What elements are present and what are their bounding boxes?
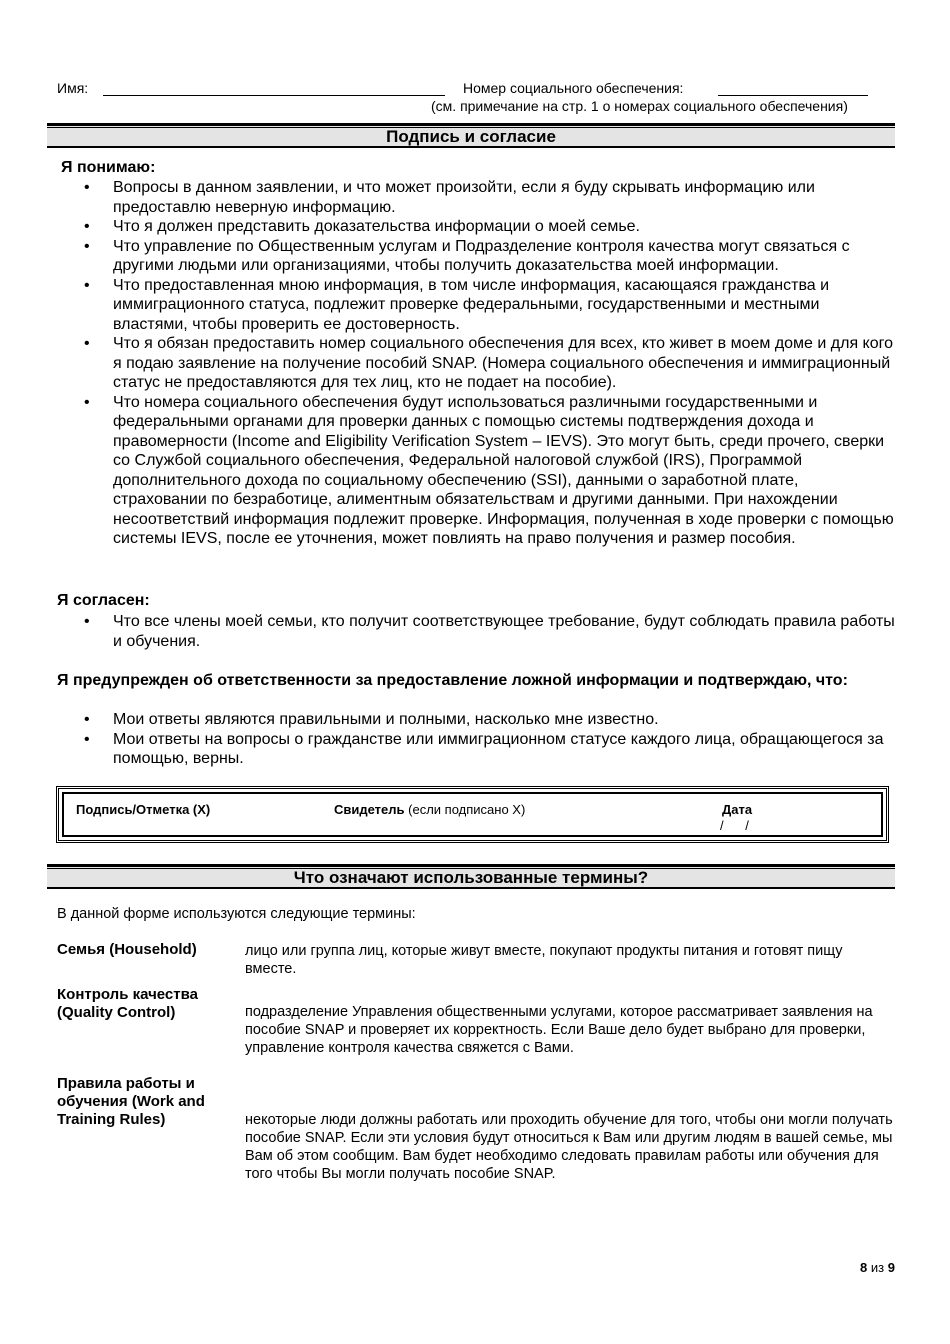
- list-item: • Что управление по Общественным услугам и Подразделение контроля качества могут связаться с другими людьми или организациями, чтобы получить доказательства моей информации.: [55, 237, 895, 276]
- section-header-signature: Подпись и согласие: [47, 123, 895, 148]
- date-field[interactable]: / /: [720, 818, 749, 833]
- list-item: • Мои ответы на вопросы о гражданстве или иммиграционном статусе каждого лица, обращающегося за помощью, верны.: [55, 730, 895, 769]
- name-field[interactable]: [103, 95, 445, 96]
- date-label: Дата: [722, 802, 753, 817]
- agree-list: [55, 612, 895, 651]
- witness-field[interactable]: [334, 802, 525, 817]
- list-item: • Вопросы в данном заявлении, и что может произойти, если я буду скрывать информацию или предоставлю неверную информацию.: [55, 178, 895, 217]
- term-household: Семья (Household): [57, 941, 197, 958]
- warned-heading: Я предупрежден об ответственности за предоставление ложной информации и подтверждаю, что:: [57, 672, 848, 689]
- witness-label: Свидетель: [334, 802, 405, 817]
- ssn-field[interactable]: [718, 95, 868, 96]
- list-item: • Что я обязан предоставить номер социального обеспечения для всех, кто живет в моем доме и для кого я подаю заявление на получение пособий SNAP. (Номера социального обеспечения и иммиграционный статус не предоставляются для тех лиц, кто не подает на пособие).: [55, 334, 895, 393]
- list-item: • Что все члены моей семьи, кто получит соответствующее требование, будут соблюдать правила работы и обучения.: [55, 612, 895, 651]
- list-item: • Мои ответы являются правильными и полными, насколько мне известно.: [55, 710, 895, 730]
- understand-heading: Я понимаю:: [61, 159, 156, 176]
- definition-household: лицо или группа лиц, которые живут вместе, покупают продукты питания и готовят пищу вместе.: [245, 943, 843, 977]
- term-quality-control: Контроль качества (Quality Control): [57, 986, 198, 1021]
- list-item: • Что я должен представить доказательства информации о моей семье.: [55, 217, 895, 237]
- page-number: [860, 1260, 895, 1275]
- page-of: из: [870, 1260, 885, 1275]
- section-header-terms: Что означают использованные термины?: [47, 864, 895, 889]
- definition-quality-control: подразделение Управления общественными услугами, которое рассматривает заявления на пособие SNAP и проверяет их корректность. Если Ваше дело будет выбрано для проверки, управление контроля качества свяжется с Вами.: [245, 1004, 873, 1056]
- understand-list: [55, 178, 895, 549]
- signature-box: [56, 786, 889, 843]
- list-item: • Что предоставленная мною информация, в том числе информация, касающаяся гражданства и иммиграционного статуса, подлежит проверке федеральными, государственными и местными властями, чтобы проверить ее достоверность.: [55, 276, 895, 335]
- list-item: • Что номера социального обеспечения будут использоваться различными государственными и федеральными органами для проверки данных с помощью системы подтверждения дохода и правомерности (Income and Eligibility Verification System – IEVS). Это могут быть, среди прочего, сверки со Службой социального обеспечения, Федеральной налоговой службой (IRS), Программой дополнительного дохода по социальному обеспечению (SSI), данными о заработной плате, страховании по безработице, алиментным обязательствам и другими данными. При нахождении несоответствий информация подлежит проверке. Информация, полученная в ходе проверки с помощью системы IEVS, после ее уточнения, может повлиять на право получения и размер пособия.: [55, 393, 895, 549]
- page-total: 9: [887, 1260, 895, 1275]
- agree-heading: Я согласен:: [57, 592, 150, 609]
- page-current: 8: [860, 1260, 868, 1275]
- ssn-note: (см. примечание на стр. 1 о номерах социального обеспечения): [431, 98, 848, 114]
- signature-label[interactable]: Подпись/Отметка (X): [76, 802, 211, 817]
- witness-note: (если подписано X): [408, 802, 526, 817]
- name-label: Имя:: [57, 80, 89, 96]
- term-work-training-rules: Правила работы и обучения (Work and Training Rules): [57, 1075, 205, 1128]
- definition-work-training-rules: некоторые люди должны работать или проходить обучение для того, чтобы они могли получать пособие SNAP. Если эти условия будут относиться к Вам или другим людям в вашей семье, мы Вам об этом сообщим. Вам будет необходимо следовать правилам работы или обучения для того чтобы Вы могли получать пособие SNAP.: [245, 1112, 893, 1182]
- warned-list: [55, 710, 895, 769]
- ssn-label: Номер социального обеспечения:: [463, 80, 684, 96]
- terms-intro: В данной форме используются следующие термины:: [57, 906, 416, 922]
